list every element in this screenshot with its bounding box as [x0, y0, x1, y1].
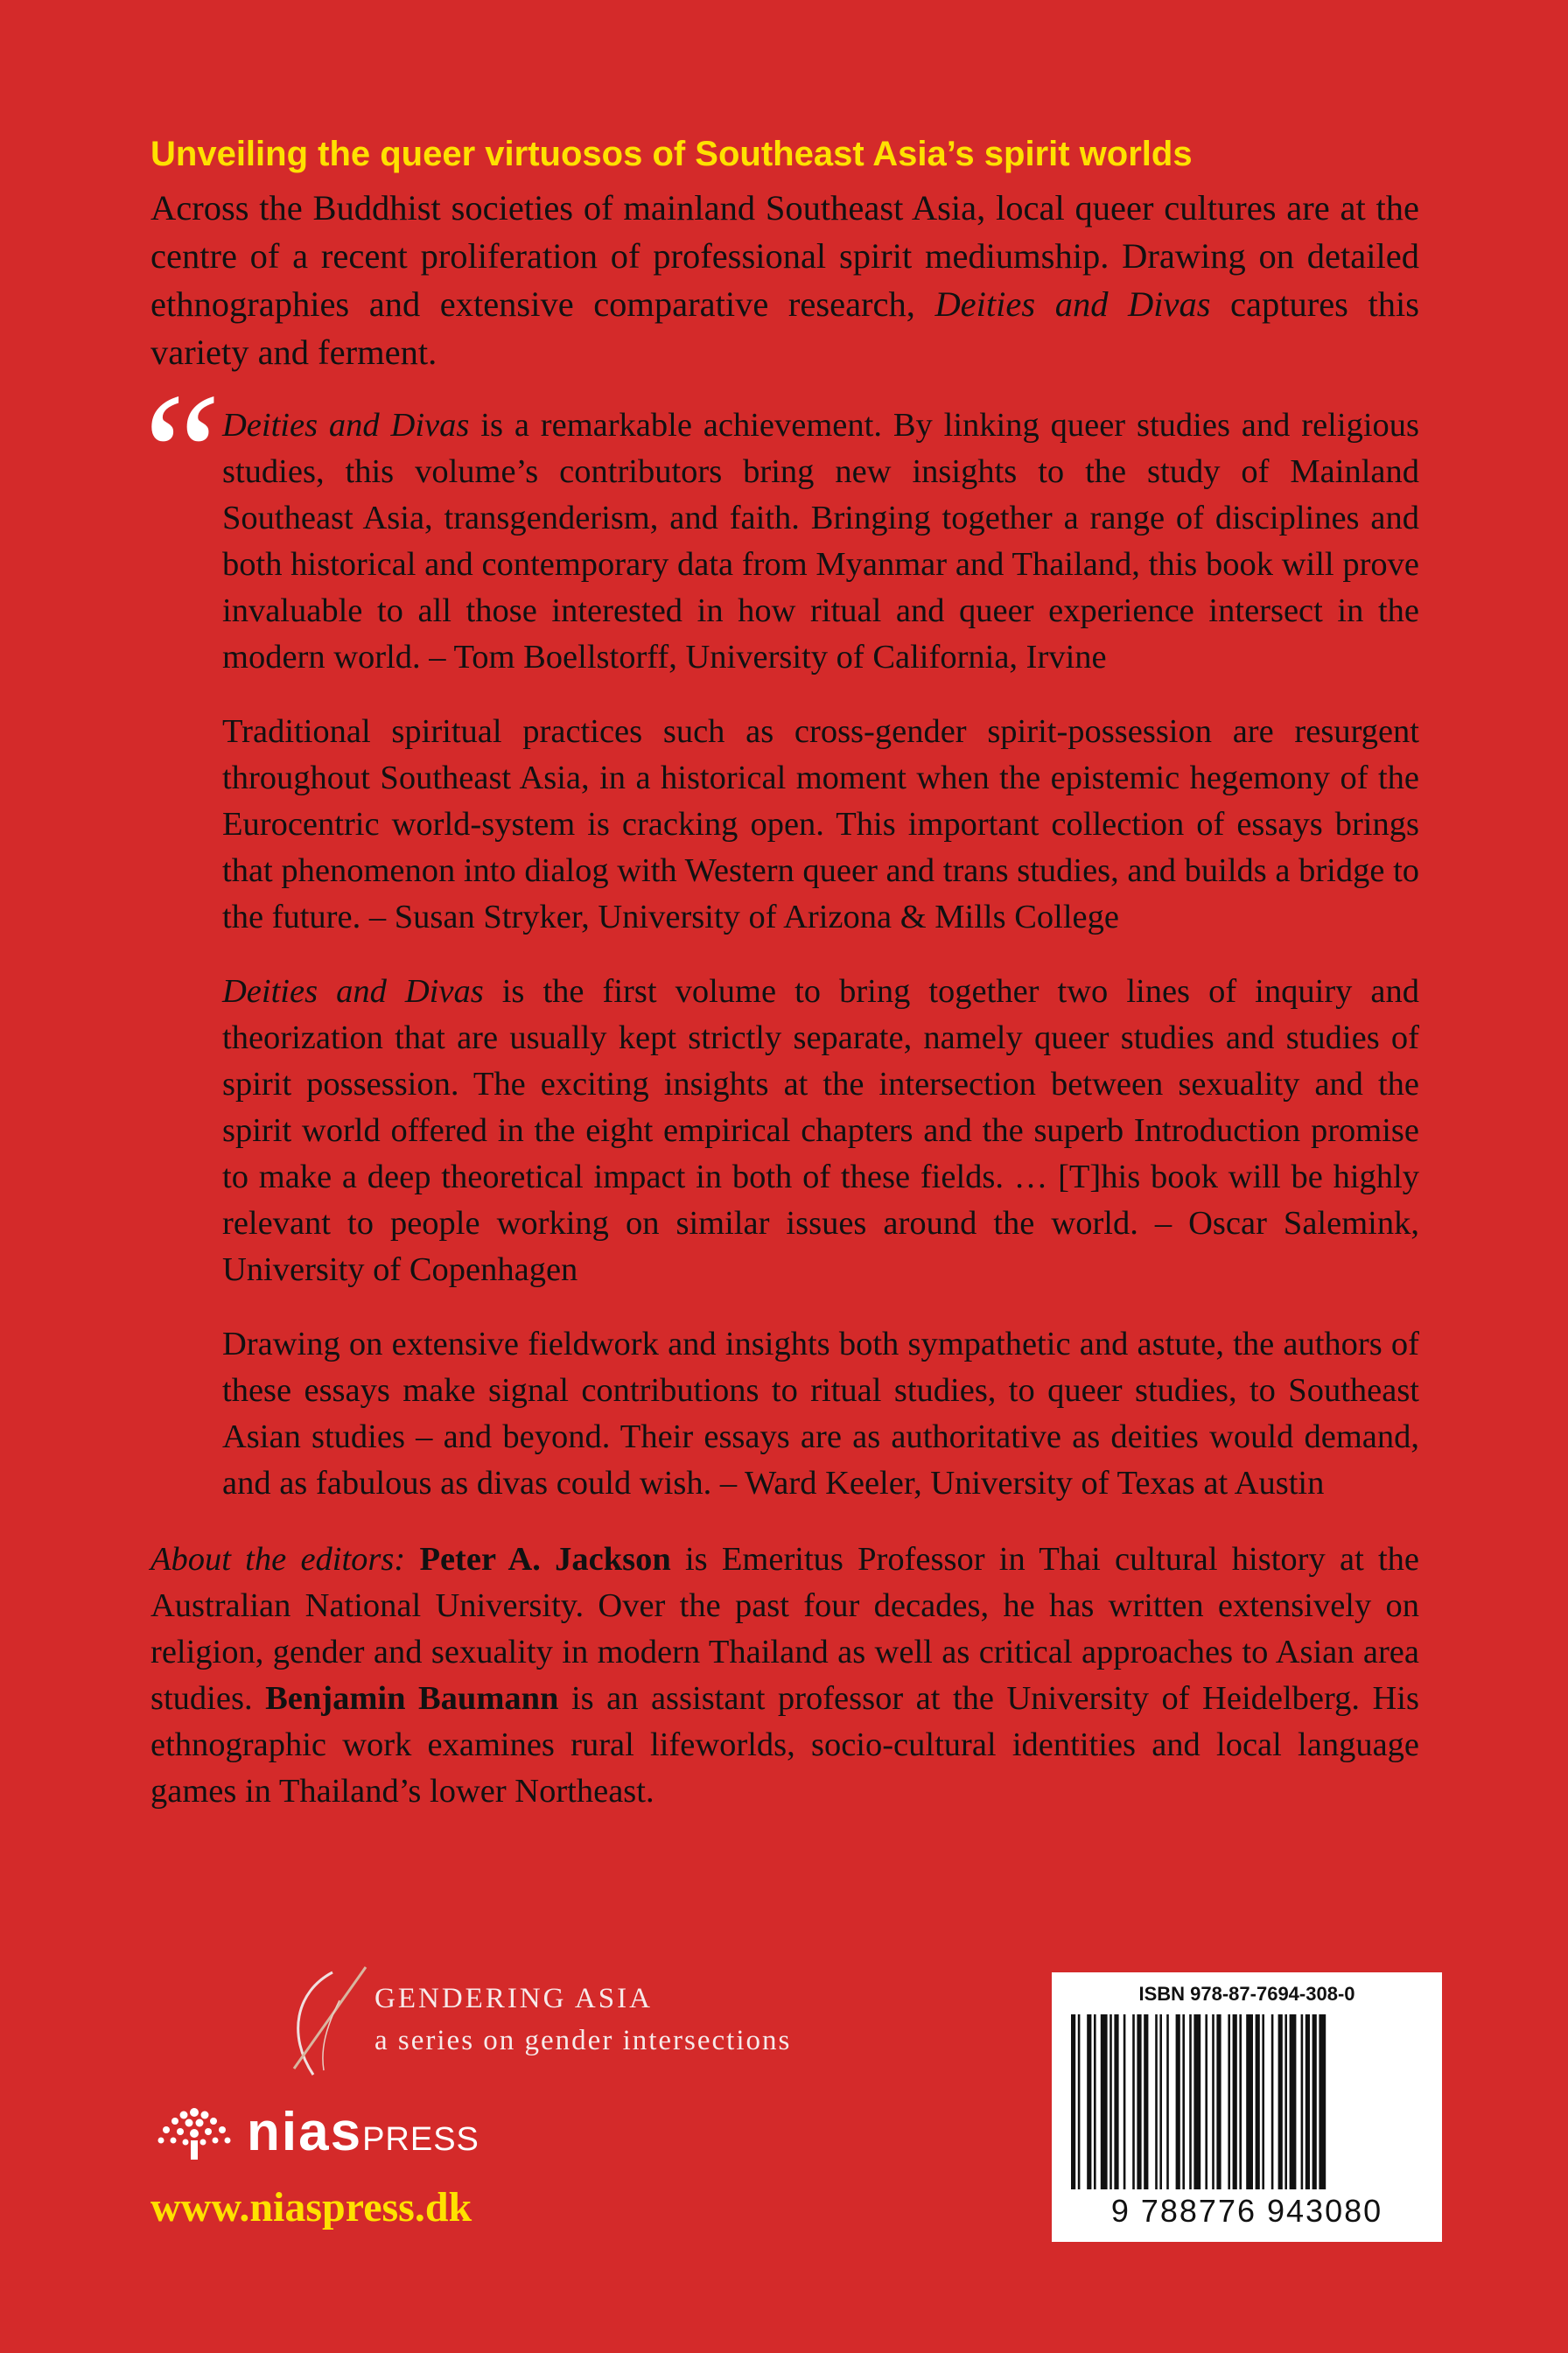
- quote-text: Drawing on extensive fieldwork and insights both sympathetic and astute, the authors of these essays make signal contributions to ritual studies, to queer studies, to Southeast Asian studies – and beyond. Their essays are as authoritative as deities would demand, and as fabulous as divas could wish. – Ward Keeler, University of Texas at Austin: [222, 1326, 1419, 1502]
- endorsements: [126, 358, 1420, 1507]
- endorsement-stryker: [222, 709, 1419, 941]
- isbn-barcode: [1052, 1972, 1442, 2242]
- publisher-name-sub: PRESS: [362, 2121, 480, 2158]
- publisher-url[interactable]: www.niaspress.dk: [150, 2184, 472, 2230]
- intro-paragraph: [150, 184, 1419, 376]
- quote-book-title: Deities and Divas: [222, 407, 470, 444]
- editor-name-baumann: Benjamin Baumann: [265, 1680, 559, 1717]
- endorsement-boellstorff: [222, 403, 1419, 681]
- editor-bio-baumann: is an assistant professor at the University of Heidelberg. His ethnographic work examines rural lifeworlds, socio-cultural identities and local language games in Thailand’s lower Northeast.: [150, 1680, 1419, 1810]
- about-label: About the editors:: [150, 1541, 406, 1578]
- publisher-name: nias: [247, 2102, 363, 2162]
- quote-text: is a remarkable achievement. By linking queer studies and religious studies, this volume’s contributors bring new insights to the study of Mainland Southeast Asia, transgenderism, and faith. Bringing together a range of disciplines and both historical and contemporary data from Myanmar and Thailand, this book will prove invaluable to all those interested in how ritual and queer experience intersect in the modern world. – Tom Boellstorff, University of California, Irvine: [222, 407, 1420, 676]
- about-editors: [150, 1537, 1419, 1815]
- nias-flower-icon: [150, 2102, 238, 2163]
- isbn-digits: 9 788776 943080: [1110, 2193, 1383, 2229]
- intro-text-1: Across the Buddhist societies of mainland Southeast Asia, local queer cultures are at the centre of a recent proliferation of professional spirit mediumship. Drawing on detailed ethnographies and extensive comparative research,: [150, 188, 1419, 324]
- editor-bio-jackson: is Emeritus Professor in Thai cultural history at the Australian National University. Over the past four decades, he has written extensively on religion, gender and sexuality in modern Thailand as well as critical approaches to Asian area studies.: [150, 1541, 1420, 1717]
- intro-book-title: Deities and Divas: [934, 284, 1211, 324]
- headline: Unveiling the queer virtuosos of Southeast Asia’s spirit worlds: [150, 135, 1193, 173]
- series-logo: [278, 1974, 943, 2070]
- editor-name-jackson: Peter A. Jackson: [419, 1541, 671, 1578]
- endorsement-salemink: [222, 969, 1419, 1293]
- isbn-label: ISBN 978-87-7694-308-0: [1138, 1983, 1355, 2005]
- publisher-logo: [150, 2102, 536, 2163]
- quote-mark-icon: “: [126, 358, 224, 551]
- quote-text: is the first volume to bring together two lines of inquiry and theorization that are usually kept strictly separate, namely queer studies and studies of spirit possession. The exciting insights at the intersection between sexuality and the spirit world offered in the eight empirical chapters and the superb Introduction promise to make a deep theoretical impact in both of these fields. … [T]his book will be highly relevant to people working on similar issues around the world. – Oscar Salemink, University of Copenhagen: [222, 973, 1420, 1288]
- endorsement-keeler: [222, 1321, 1419, 1507]
- barcode-bars: [1071, 2014, 1423, 2189]
- series-title: GENDERING ASIA: [374, 1983, 653, 2014]
- quote-text: Traditional spiritual practices such as cross-gender spirit-possession are resurgent throughout Southeast Asia, in a historical moment when the epistemic hegemony of the Eurocentric world-system is cracking open. This important collection of essays brings that phenomenon into dialog with Western queer and trans studies, and builds a bridge to the future. – Susan Stryker, University of Arizona & Mills College: [222, 713, 1420, 935]
- back-cover-text: [126, 131, 1420, 1815]
- series-swoosh-icon: [278, 1965, 374, 2079]
- quote-book-title: Deities and Divas: [222, 973, 484, 1010]
- publisher-wordmark: [247, 2102, 480, 2170]
- series-subtitle: a series on gender intersections: [374, 2025, 792, 2056]
- intro-text-2: captures this variety and ferment.: [150, 284, 1419, 372]
